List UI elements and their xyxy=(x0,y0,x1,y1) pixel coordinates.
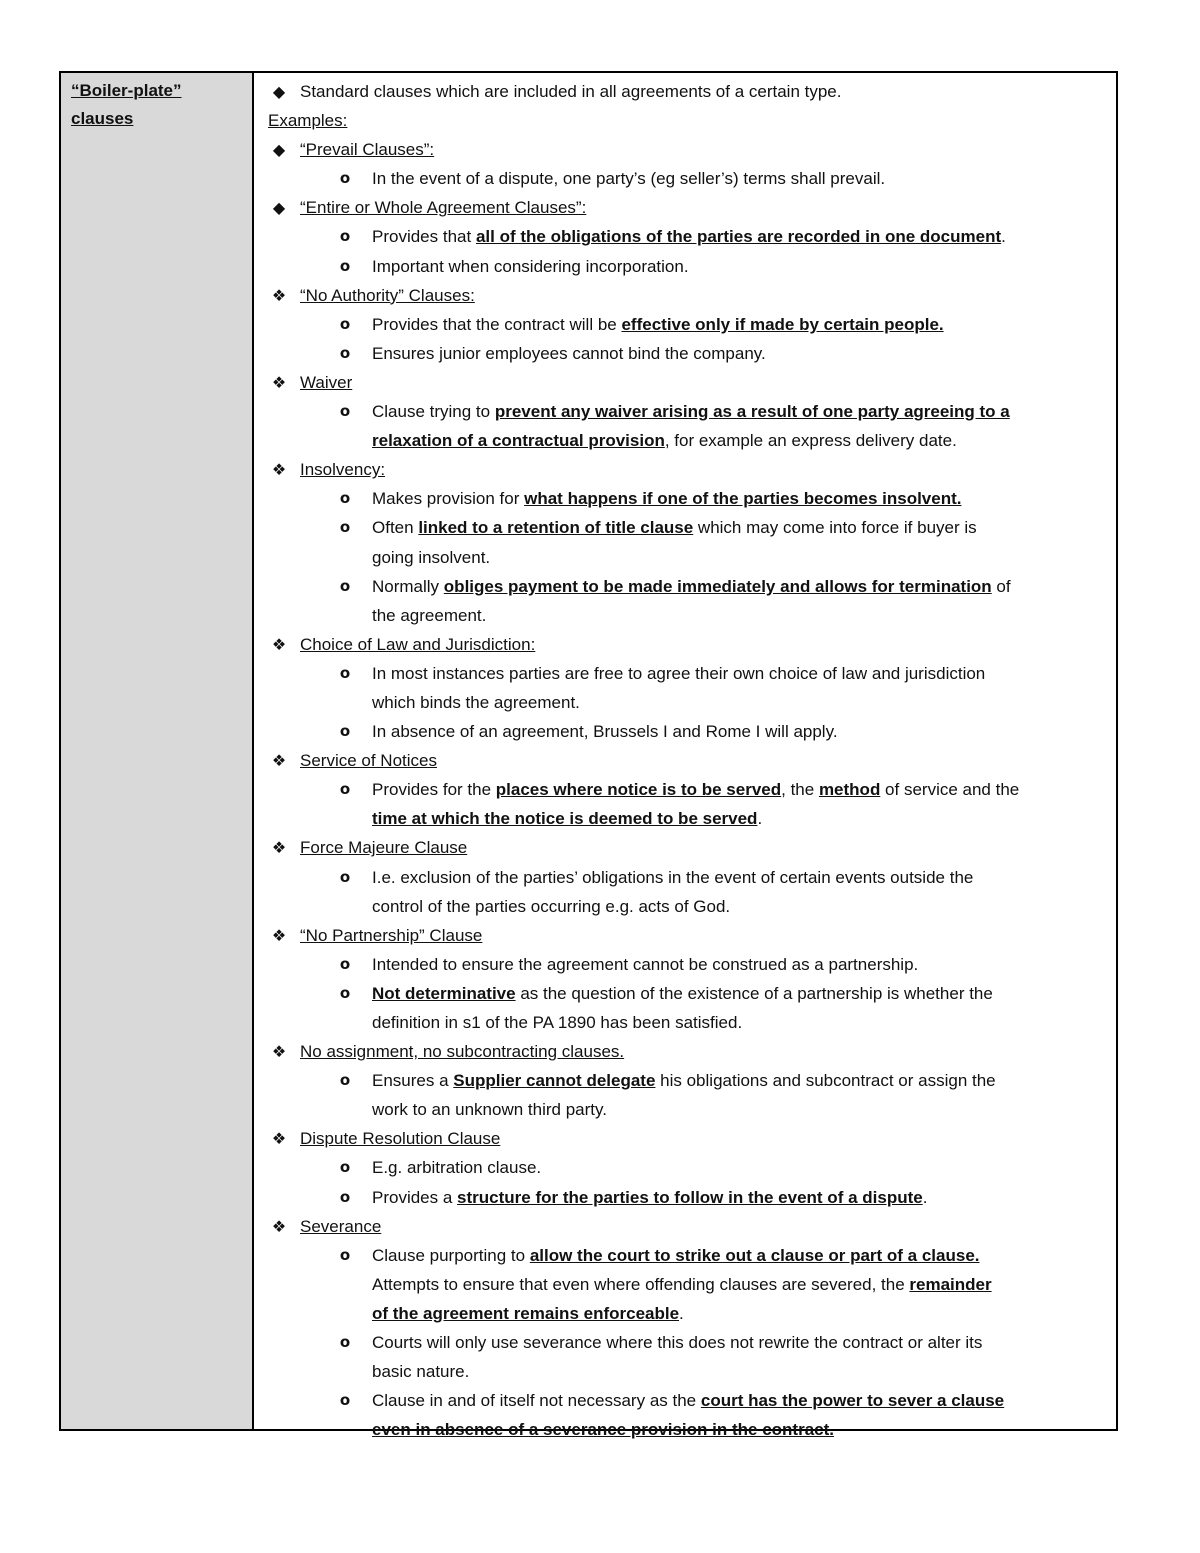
clause-heading-waiver: ❖ Waiver xyxy=(268,368,1108,397)
list-item: o Ensures junior employees cannot bind the company. xyxy=(268,339,1108,368)
circle-o-bullet-icon: o xyxy=(339,1333,351,1352)
circle-o-bullet-icon: o xyxy=(339,722,351,741)
list-item: o Often linked to a retention of title clause which may come into force if buyer is xyxy=(268,513,1108,542)
four-diamond-star-bullet-icon: ❖ xyxy=(271,634,287,654)
four-diamond-star-bullet-icon: ❖ xyxy=(271,1042,287,1062)
circle-o-bullet-icon: o xyxy=(339,576,351,595)
four-diamond-star-bullet-icon: ❖ xyxy=(271,751,287,771)
topic-label-cell xyxy=(61,73,254,1429)
intro-text: Standard clauses which are included in all agreements of a certain type. xyxy=(300,82,842,101)
clause-heading-choice-of-law: ❖ Choice of Law and Jurisdiction: xyxy=(268,630,1108,659)
list-item-continuation: basic nature. xyxy=(372,1362,470,1382)
list-item: o Ensures a Supplier cannot delegate his obligations and subcontract or assign the xyxy=(268,1066,1108,1095)
circle-o-bullet-icon: o xyxy=(339,343,351,362)
circle-o-bullet-icon: o xyxy=(339,402,351,421)
list-item: o Provides a structure for the parties to follow in the event of a dispute. xyxy=(268,1183,1108,1212)
clause-heading-force-majeure: ❖ Force Majeure Clause xyxy=(268,833,1108,862)
topic-label-line2: clauses xyxy=(71,109,134,128)
clause-heading-dispute-resolution: ❖ Dispute Resolution Clause xyxy=(268,1124,1108,1153)
list-item: o In most instances parties are free to agree their own choice of law and jurisdiction xyxy=(268,659,1108,688)
list-item: o Provides that all of the obligations of the parties are recorded in one document. xyxy=(268,222,1108,251)
list-item-continuation: Attempts to ensure that even where offending clauses are severed, the remainder xyxy=(372,1274,992,1294)
circle-o-bullet-icon: o xyxy=(339,663,351,682)
list-item-continuation: even in absence of a severance provision in the contract. xyxy=(372,1420,834,1440)
circle-o-bullet-icon: o xyxy=(339,1187,351,1206)
list-item: o Not determinative as the question of the existence of a partnership is whether the xyxy=(268,979,1108,1008)
list-item: o E.g. arbitration clause. xyxy=(268,1153,1108,1182)
black-diamond-bullet-icon: ◆ xyxy=(272,82,286,101)
list-item: o Courts will only use severance where this does not rewrite the contract or alter its xyxy=(268,1328,1108,1357)
circle-o-bullet-icon: o xyxy=(339,867,351,886)
clause-heading-prevail: ◆ “Prevail Clauses”: xyxy=(268,135,1108,164)
notes-content-cell xyxy=(254,73,1116,1440)
list-item: o Clause trying to prevent any waiver arising as a result of one party agreeing to a xyxy=(268,397,1108,426)
circle-o-bullet-icon: o xyxy=(339,1245,351,1264)
circle-o-bullet-icon: o xyxy=(339,169,351,188)
list-item: o Clause purporting to allow the court to strike out a clause or part of a clause. xyxy=(268,1241,1108,1270)
circle-o-bullet-icon: o xyxy=(339,256,351,275)
list-item: o Normally obliges payment to be made immediately and allows for termination of xyxy=(268,572,1108,601)
list-item-continuation: work to an unknown third party. xyxy=(372,1100,607,1120)
topic-label-line1: “Boiler-plate” xyxy=(71,81,182,100)
circle-o-bullet-icon: o xyxy=(339,983,351,1002)
four-diamond-star-bullet-icon: ❖ xyxy=(271,285,287,305)
clause-heading-insolvency: ❖ Insolvency: xyxy=(268,455,1108,484)
circle-o-bullet-icon: o xyxy=(339,1158,351,1177)
list-item: o Provides for the places where notice is to be served, the method of service and the xyxy=(268,775,1108,804)
circle-o-bullet-icon: o xyxy=(339,954,351,973)
list-item-continuation: the agreement. xyxy=(372,605,487,625)
list-item: o Provides that the contract will be effective only if made by certain people. xyxy=(268,310,1108,339)
clause-heading-no-authority: ❖ “No Authority” Clauses: xyxy=(268,281,1108,310)
four-diamond-star-bullet-icon: ❖ xyxy=(271,1216,287,1236)
examples-label: Examples: xyxy=(268,111,348,131)
four-diamond-star-bullet-icon: ❖ xyxy=(271,372,287,392)
list-item-continuation: relaxation of a contractual provision, for example an express delivery date. xyxy=(372,431,957,451)
list-item: o In the event of a dispute, one party’s (eg seller’s) terms shall prevail. xyxy=(268,164,1108,193)
notes-table xyxy=(59,71,1118,1440)
clause-heading-no-assignment: ❖ No assignment, no subcontracting clauses. xyxy=(268,1037,1108,1066)
circle-o-bullet-icon: o xyxy=(339,1391,351,1410)
clause-heading-entire-agreement: ◆ “Entire or Whole Agreement Clauses”: xyxy=(268,193,1108,222)
list-item-continuation: control of the parties occurring e.g. acts of God. xyxy=(372,896,731,916)
circle-o-bullet-icon: o xyxy=(339,227,351,246)
list-item: o Intended to ensure the agreement cannot be construed as a partnership. xyxy=(268,950,1108,979)
list-item-continuation: definition in s1 of the PA 1890 has been satisfied. xyxy=(372,1013,743,1032)
list-item-continuation: time at which the notice is deemed to be served. xyxy=(372,809,763,829)
circle-o-bullet-icon: o xyxy=(339,489,351,508)
clause-heading-severance: ❖ Severance xyxy=(268,1212,1108,1241)
four-diamond-star-bullet-icon: ❖ xyxy=(271,925,287,945)
list-item-continuation: of the agreement remains enforceable. xyxy=(372,1303,684,1323)
list-item: o Important when considering incorporation. xyxy=(268,252,1108,281)
list-item-continuation: going insolvent. xyxy=(372,547,491,567)
circle-o-bullet-icon: o xyxy=(339,314,351,333)
clause-heading-no-partnership: ❖ “No Partnership” Clause xyxy=(268,921,1108,950)
circle-o-bullet-icon: o xyxy=(339,1071,351,1090)
list-item-continuation: which binds the agreement. xyxy=(372,692,580,712)
black-diamond-bullet-icon: ◆ xyxy=(272,140,286,160)
list-item: o In absence of an agreement, Brussels I and Rome I will apply. xyxy=(268,717,1108,746)
examples-heading xyxy=(268,106,1108,135)
four-diamond-star-bullet-icon: ❖ xyxy=(271,1129,287,1149)
clause-heading-service-of-notices: ❖ Service of Notices xyxy=(268,746,1108,775)
list-item: o I.e. exclusion of the parties’ obligations in the event of certain events outside the xyxy=(268,863,1108,892)
list-item: o Makes provision for what happens if one of the parties becomes insolvent. xyxy=(268,484,1108,513)
circle-o-bullet-icon: o xyxy=(339,780,351,799)
circle-o-bullet-icon: o xyxy=(339,518,351,537)
intro-item xyxy=(268,77,1108,106)
four-diamond-star-bullet-icon: ❖ xyxy=(271,460,287,480)
four-diamond-star-bullet-icon: ❖ xyxy=(271,838,287,858)
black-diamond-bullet-icon: ◆ xyxy=(272,198,286,218)
list-item: o Clause in and of itself not necessary as the court has the power to sever a clause xyxy=(268,1386,1108,1415)
